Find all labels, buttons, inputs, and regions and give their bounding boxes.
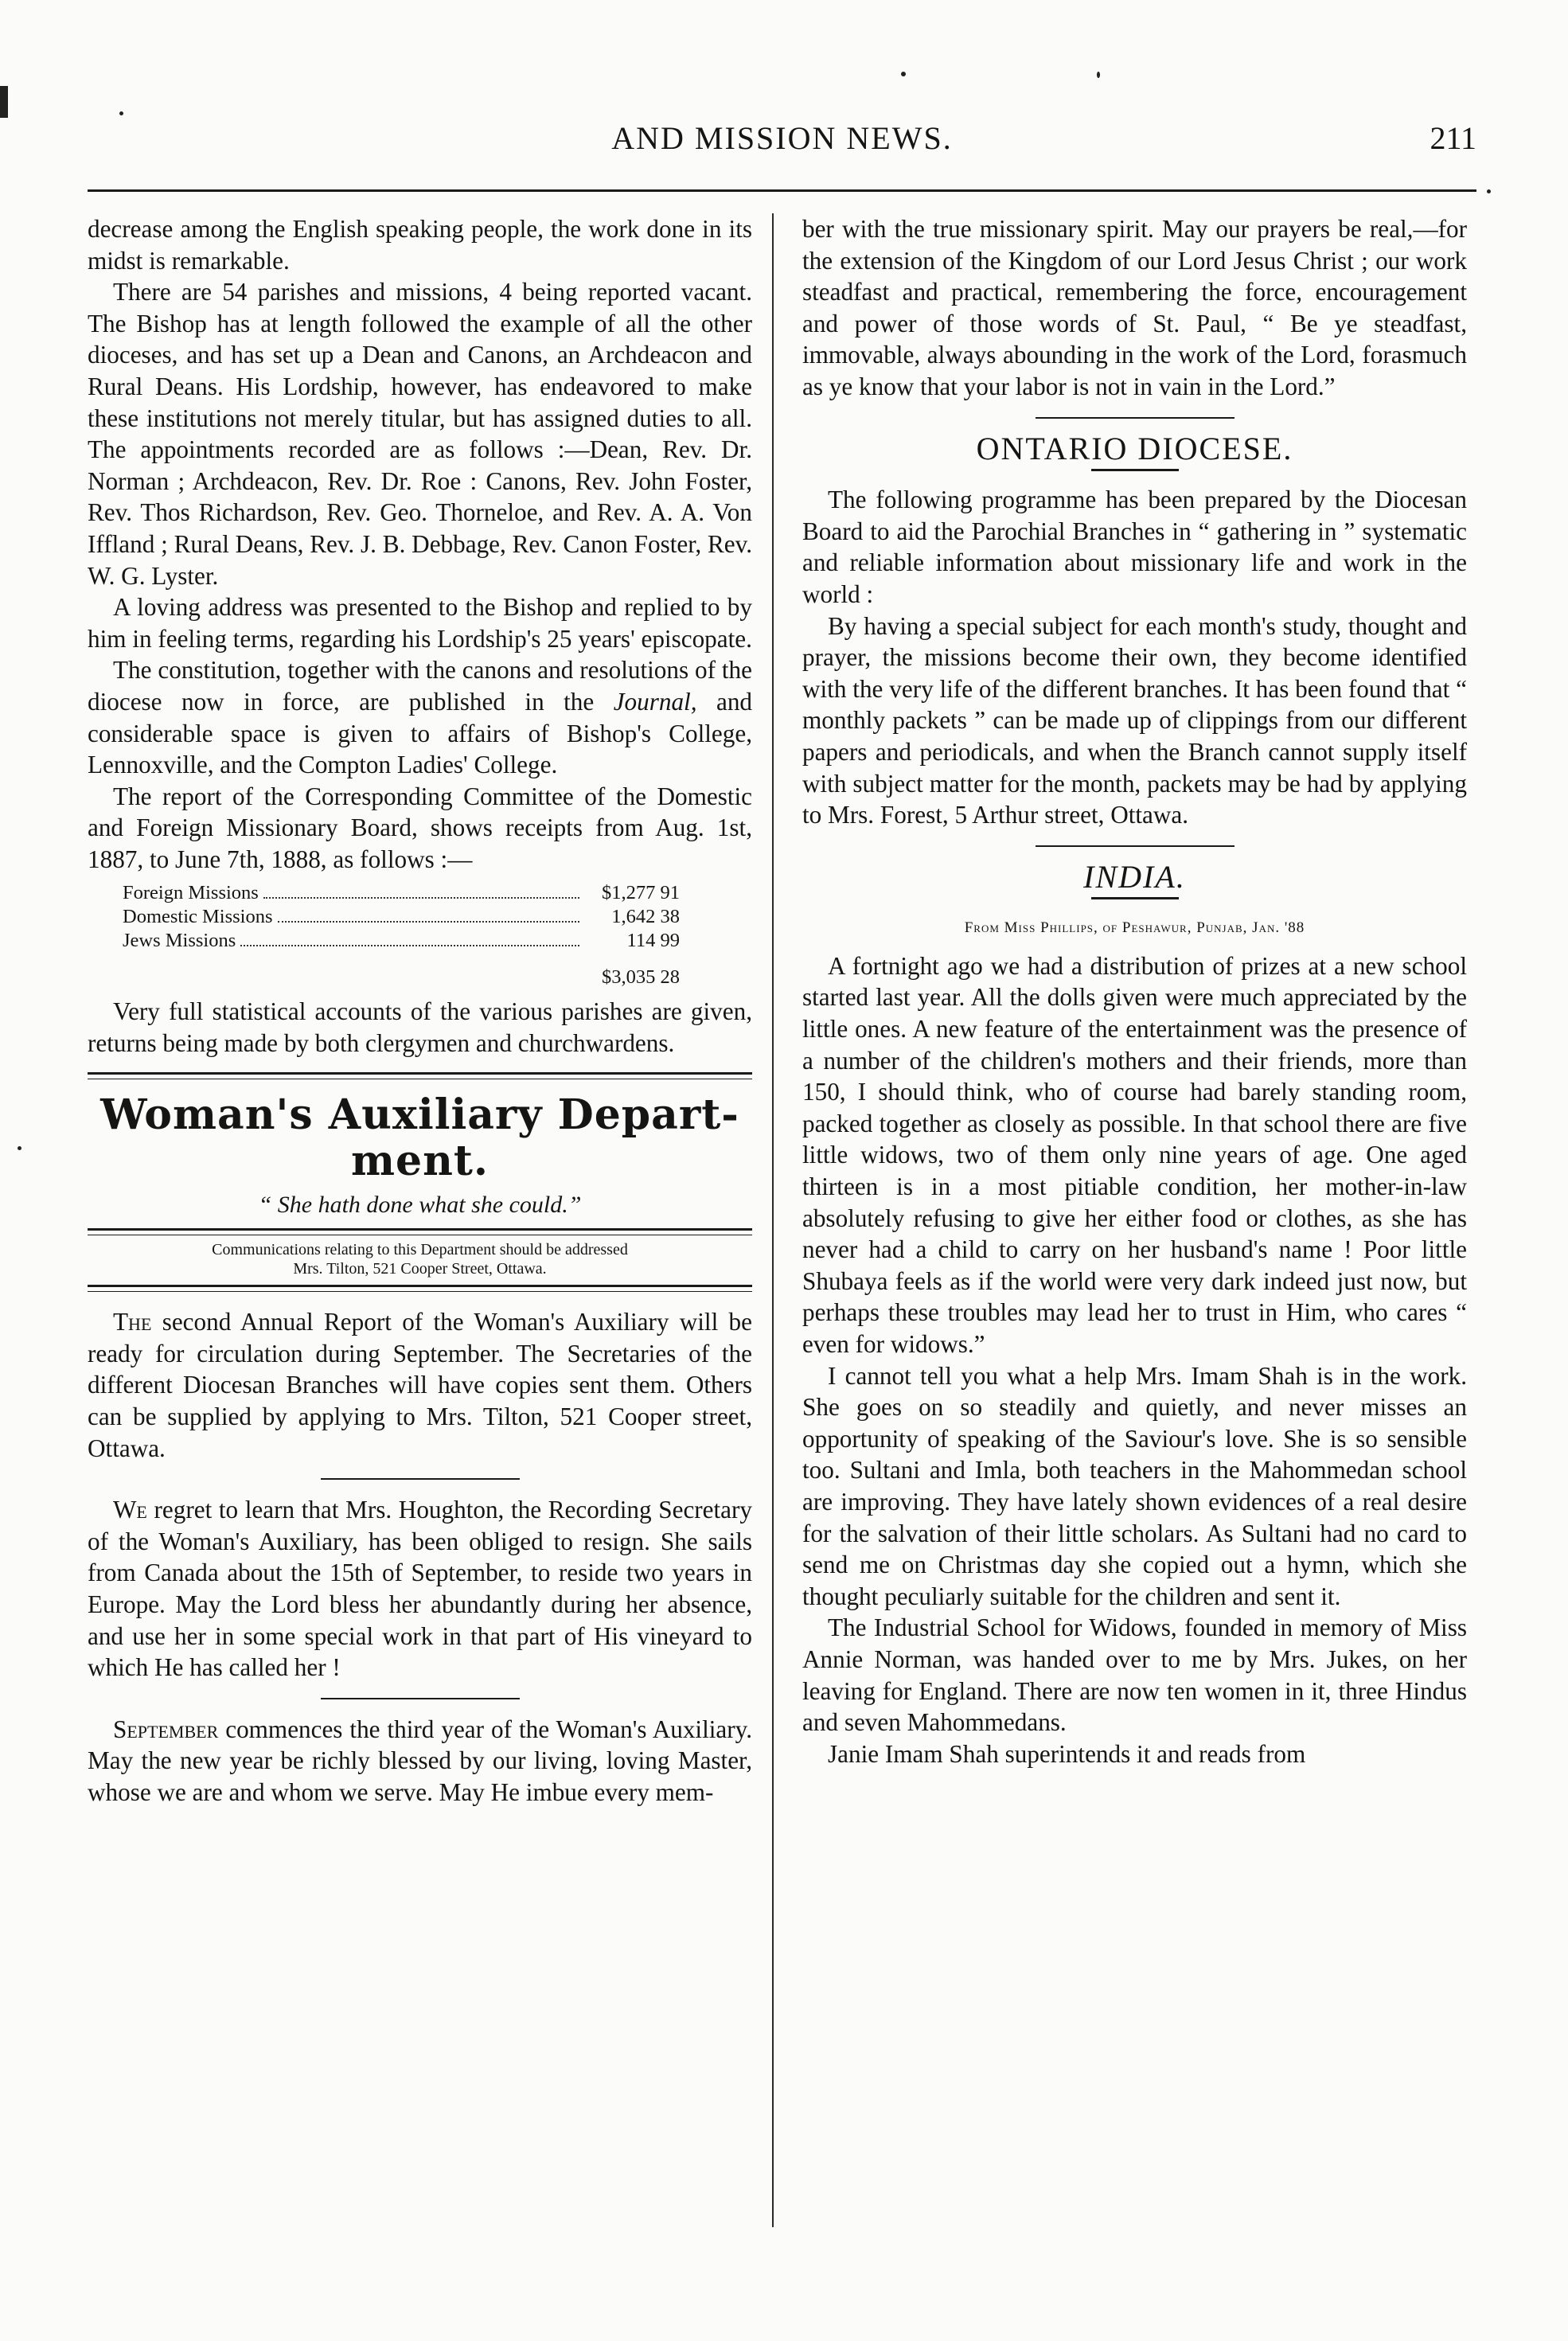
paragraph: There are 54 parishes and missions, 4 being reported vacant. The Bishop has at length followed the example of all the other dioceses, and has set up a Dean and Canons, an Archdeacon and Rural Deans. His Lordship, however, has endeavored to make these institutions not merely titular, but has assigned duties to all. The appointments recorded are as follows :—Dean, Rev. Dr. Norman ; Archdeacon, Rev. Dr. Roe : Canons, Rev. John Foster, Rev. Thos Richardson, Rev. Geo. Thorneloe, and Rev. A. A. Von Iffland ; Rural Deans, Rev. J. B. Debbage, Rev. Canon Foster, Rev. W. G. Lyster. [88, 278, 752, 590]
leader-dots [263, 897, 579, 899]
paragraph: The following programme has been prepared by the Diocesan Board to aid the Parochial Branches in “ gathering in ” systematic and reliable information about missionary life and work in the world : [802, 486, 1467, 608]
heading-line: ment. [350, 1136, 490, 1185]
paragraph: The report of the Corresponding Committee of the Domestic and Foreign Missionary Board, shows receipts from Aug. 1st, 1887, to June 7th, 1888, as follows :— [88, 782, 752, 873]
receipts-name: Jews Missions [123, 930, 236, 952]
item-separator [321, 1478, 520, 1480]
item-separator [321, 1698, 520, 1699]
lead-word: September [113, 1715, 219, 1743]
department-note [88, 1240, 752, 1278]
section-double-rule [88, 1072, 752, 1079]
text-run: and considerable space is given to affairs of Bishop's College, Lennoxville, and the Compton Ladies' College. [88, 687, 753, 779]
receipts-table [123, 881, 752, 989]
note-line: Communications relating to this Department should be addressed [212, 1241, 628, 1259]
paragraph: Janie Imam Shah superintends it and reads from [828, 1739, 1306, 1768]
page-header [88, 119, 1476, 175]
item-separator [1036, 845, 1235, 847]
text-run: The constitution, together with the canons and resolutions of the diocese now in force, are published in the [88, 656, 752, 716]
receipts-name: Foreign Missions [123, 882, 259, 904]
receipts-amount: $1,277 91 [602, 882, 680, 904]
text-run: regret to learn that Mrs. Houghton, the Recording Secretary of the Woman's Auxiliary, has been obliged to resign. She sails from Canada about the 15th of September, to reside two years in Europe. May the Lord bless her abundantly during her absence, and use her in some special work in that part of His vineyard to which He has called her ! [88, 1496, 752, 1682]
text-run: second Annual Report of the Woman's Auxiliary will be ready for circulation during September. The Secretaries of the different Diocesan Branches will have copies sent them. Others can be supplied by applying to Mrs. Tilton, 521 Cooper street, Ottawa. [88, 1308, 752, 1462]
left-column [88, 213, 752, 1808]
right-column [802, 213, 1467, 1769]
receipts-name: Domestic Missions [123, 906, 273, 928]
heading-rule [1091, 469, 1179, 471]
paragraph [88, 654, 752, 780]
text-run: commences the third year of the Woman's Auxiliary. May the new year be richly blessed by our living, loving Master, whose we are and whom we serve. May He imbue every mem- [88, 1715, 752, 1806]
item-separator [1036, 417, 1235, 419]
running-title: AND MISSION NEWS. [611, 120, 953, 156]
print-speck [1097, 72, 1100, 78]
paragraph: decrease among the English speaking people, the work done in its midst is remarkable. [88, 215, 752, 275]
receipts-amount: 114 99 [626, 930, 680, 952]
heading-rule [1091, 897, 1179, 899]
section-heading [88, 1092, 752, 1184]
section-heading: INDIA. [1083, 858, 1186, 895]
receipts-row [123, 929, 680, 953]
paragraph: ber with the true missionary spirit. May our prayers be real,—for the extension of the Kingdom of our Lord Jesus Christ ; our work steadfast and practical, remembering the force, encouragement and power of those words of St. Paul, “ Be ye steadfast, immovable, always abounding in the work of the Lord, forasmuch as ye know that your labor is not in vain in the Lord.” [802, 215, 1467, 400]
leader-dots [240, 945, 579, 946]
paragraph: I cannot tell you what a help Mrs. Imam Shah is in the work. She goes on so steadily and quietly, and never misses an opportunity of speaking of the Saviour's love. She is so sensible too. Sultani and Imla, both teachers in the Mahommedan school are improving. They have lately shown evidences of a real desire for the salvation of their little scholars. As Sultani had no card to send me on Christmas day she copied out a hymn, which she thought peculiarly suitable for the children and sent it. [802, 1361, 1467, 1610]
heading-line: Woman's Auxiliary Depart- [100, 1090, 739, 1139]
paragraph: Very full statistical accounts of the various parishes are given, returns being made by both clergymen and churchwardens. [88, 997, 752, 1058]
paragraph: A loving address was presented to the Bishop and replied to by him in feeling terms, regarding his Lordship's 25 years' episcopate. [88, 593, 752, 653]
receipts-row [123, 905, 680, 929]
print-speck [18, 1146, 21, 1150]
page-number: 211 [1430, 120, 1476, 156]
print-speck [119, 111, 123, 115]
section-double-rule [88, 1285, 752, 1292]
paragraph [88, 1306, 752, 1464]
section-motto: “ She hath done what she could.” [258, 1191, 582, 1218]
paragraph: A fortnight ago we had a distribution of prizes at a new school started last year. All the dolls given were much appreciated by the little ones. A new feature of the entertainment was the presence of a number of the children's mothers and their friends, more than 150, I should think, who of course had barely standing room, packed together as closely as possible. In that school there are five little widows, two of them only nine years of age. One aged thirteen is in a most pitiable condition, her mother-in-law absolutely refusing to give her either food or clothes, as she has never had a child to carry on her husband's name ! Poor little Shubaya feels as if the world were very dark indeed just now, but perhaps these troubles may lead her to trust in Him, who cares “ even for widows.” [802, 951, 1467, 1358]
paragraph [88, 1494, 752, 1684]
paragraph: By having a special subject for each month's study, thought and prayer, the missions become their own, they become identified with the very life of the different branches. It has been found that “ monthly packets ” can be made up of clippings from our different papers and periodicals, and when the Branch cannot supply itself with subject matter for the month, packets may be had by applying to Mrs. Forest, 5 Arthur street, Ottawa. [802, 611, 1467, 829]
paragraph [88, 1714, 752, 1808]
column-divider [772, 213, 774, 2227]
section-heading: ONTARIO DIOCESE. [976, 430, 1293, 466]
receipts-total: $3,035 28 [602, 966, 680, 989]
lead-word: The [113, 1308, 152, 1336]
header-rule [88, 189, 1476, 192]
print-speck [901, 72, 906, 76]
paragraph: The Industrial School for Widows, founded in memory of Miss Annie Norman, was handed over to me by Mrs. Jukes, on her leaving for England. There are now ten women in it, three Hindus and seven Mahommedans. [802, 1613, 1467, 1737]
print-speck [1487, 189, 1491, 193]
receipts-amount: 1,642 38 [611, 906, 680, 928]
print-speck [0, 86, 8, 118]
receipts-row [123, 881, 680, 905]
leader-dots [278, 921, 579, 923]
journal-title: Journal, [613, 687, 697, 716]
letter-source: From Miss Phillips, of Peshawur, Punjab, Jan. '88 [964, 919, 1305, 937]
note-line: Mrs. Tilton, 521 Cooper Street, Ottawa. [293, 1260, 547, 1278]
section-double-rule [88, 1228, 752, 1235]
lead-word: We [113, 1496, 147, 1524]
